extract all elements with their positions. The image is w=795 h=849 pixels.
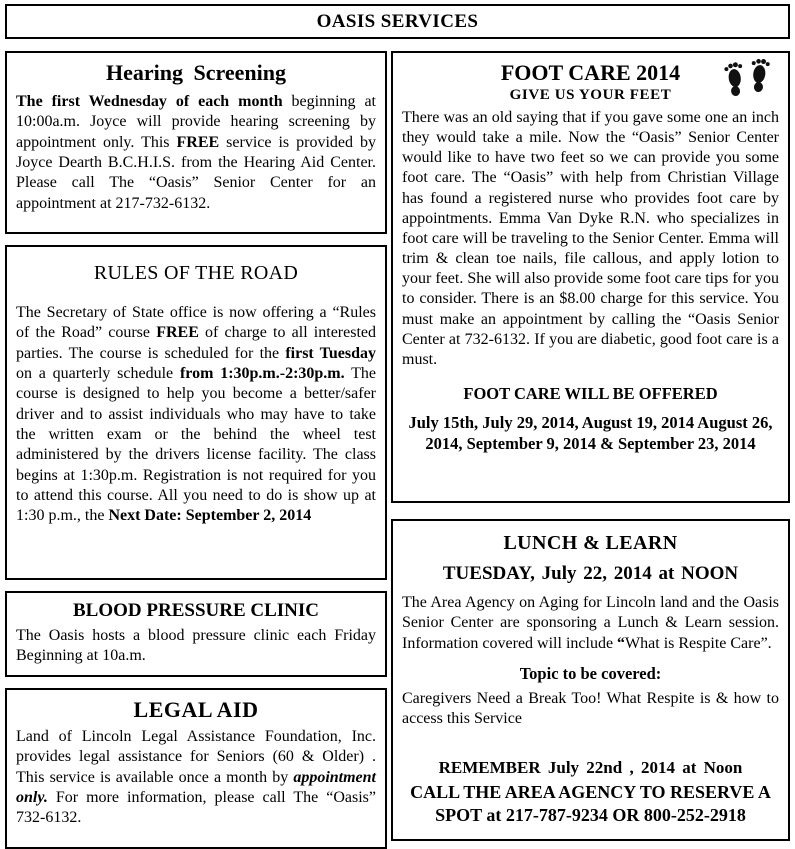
rules-of-the-road-body: The Secretary of State office is now offering a “Rules of the Road” course FREE of charge to all interested parties. The course is scheduled for the first Tuesday on a quarterly schedule from 1:30p.m.-2:30p.m. The course is designed to help you become a better/safer driver and to assist individuals who may have to take the written exam or the behind the wheel test administered by the drivers license facility. The class begins at 1:30p.m. Registration is not required for you to attend this course. All you need to do is show up at 1:30 p.m., the Next Date: September 2, 2014 xyxy=(16,304,377,525)
section-hearing-screening xyxy=(5,51,387,234)
foot-care-offered-heading: FOOT CARE WILL BE OFFERED xyxy=(463,384,718,404)
lunch-and-learn-body: The Area Agency on Aging for Lincoln land and the Oasis Senior Center are sponsoring a Lunch & Learn session. Information covered will include “What is Respite Care”. xyxy=(402,594,779,652)
foot-care-title: FOOT CARE 2014 xyxy=(500,60,681,85)
lunch-and-learn-title: LUNCH & LEARN xyxy=(503,532,678,554)
page-title: OASIS SERVICES xyxy=(316,11,479,32)
foot-care-body: There was an old saying that if you gave some one an inch they would take a mile. Now the “Oasis” Senior Center would like to have two feet so we can provide you some foot care. The “Oasis” with help from Christian Village has found a registered nurse who provides foot care by appointments. Emma Van Dyke R.N. who specializes in foot care will be traveling to the Senior Center. Emma will trim & clean toe nails, file callous, and apply lotion to your feet. She will also provide some foot care tips for you to consider. There is an $8.00 charge for this service. You must make an appointment by calling the “Oasis Senior Center at 732-6132. If you are diabetic, good foot care is a must. xyxy=(402,109,779,368)
foot-care-subtitle: GIVE US YOUR FEET xyxy=(509,87,672,103)
section-blood-pressure-clinic xyxy=(5,591,387,677)
blood-pressure-clinic-title: BLOOD PRESSURE CLINIC xyxy=(73,600,319,621)
lunch-topic-body: Caregivers Need a Break Too! What Respite is & how to access this Service xyxy=(402,689,779,728)
footprints-icon xyxy=(721,58,773,103)
section-foot-care xyxy=(391,51,790,503)
left-column xyxy=(5,51,387,849)
lunch-topic-heading: Topic to be covered: xyxy=(519,663,662,683)
hearing-screening-body: The first Wednesday of each month beginning at 10:00a.m. Joyce will provide hearing screening by appointment only. This FREE service is provided by Joyce Dearth B.C.H.I.S. from the Hearing Aid Center. Please call The “Oasis” Senior Center for an appointment at 217-732-6132. xyxy=(16,93,376,212)
lunch-and-learn-date: TUESDAY, July 22, 2014 at NOON xyxy=(442,563,739,584)
section-rules-of-the-road xyxy=(5,245,387,580)
columns xyxy=(5,51,790,849)
hearing-screening-title: Hearing Screening xyxy=(106,60,286,85)
blood-pressure-clinic-body: The Oasis hosts a blood pressure clinic each Friday Beginning at 10a.m. xyxy=(16,627,376,665)
lunch-call-to-action: CALL THE AREA AGENCY TO RESERVE A SPOT at 217-787-9234 OR 800-252-2918 xyxy=(410,781,771,825)
legal-aid-body: Land of Lincoln Legal Assistance Foundation, Inc. provides legal assistance for Seniors (60 & Older) . This service is available once a month by appointment only. For more information, please call The “Oasis” 732-6132. xyxy=(16,728,376,827)
lunch-remember-line: REMEMBER July 22nd , 2014 at Noon xyxy=(438,757,743,777)
section-legal-aid xyxy=(5,688,387,849)
foot-care-offered-dates: July 15th, July 29, 2014, August 19, 2014 August 26, 2014, September 9, 2014 & September 23, 2014 xyxy=(408,413,773,454)
page-header xyxy=(5,4,790,39)
foot-care-title-row xyxy=(402,60,779,86)
rules-of-the-road-title: RULES OF THE ROAD xyxy=(93,262,299,284)
section-lunch-and-learn xyxy=(391,519,790,841)
legal-aid-title: LEGAL AID xyxy=(133,697,259,722)
right-column xyxy=(391,51,790,849)
